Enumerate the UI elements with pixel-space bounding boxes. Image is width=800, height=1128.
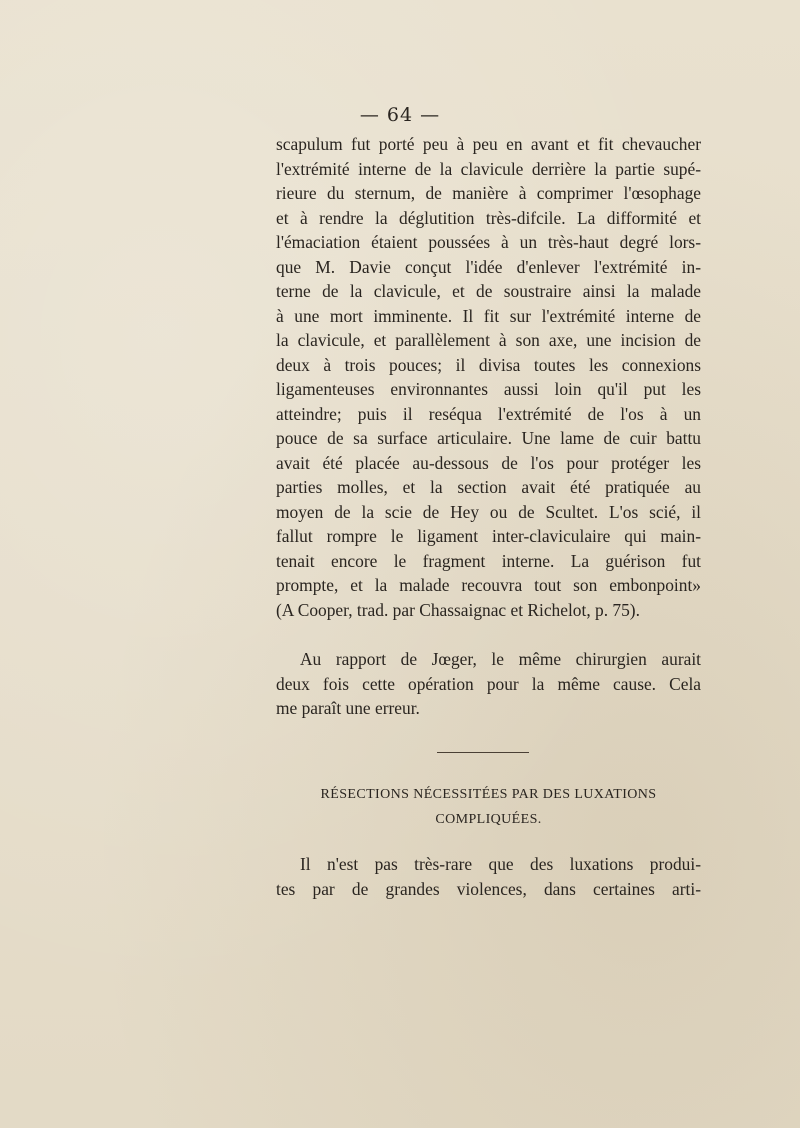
text-line: fallut rompre le ligament inter-claviculaire qui main- <box>276 526 701 546</box>
page-number: — 64 — <box>359 104 441 126</box>
text-line: moyen de la scie de Hey ou de Scultet. L'os scié, il <box>276 501 701 522</box>
text-line: l'émaciation étaient poussées à un très-haut degré lors- <box>276 232 701 252</box>
heading-line: COMPLIQUÉES. <box>435 812 542 827</box>
text-line: pouce de sa surface articulaire. Une lame de cuir battu <box>276 428 701 448</box>
text-line: tes par de grandes violences, dans certaines arti- <box>276 878 701 899</box>
text-line: ligamenteuses environnantes aussi loin qu'il put les <box>276 379 701 399</box>
text-line: terne de la clavicule, et de soustraire ainsi la malade <box>276 281 701 301</box>
text-line: rieure du sternum, de manière à comprimer l'œsophage <box>276 183 701 203</box>
text-line: et à rendre la déglutition très-difcile. La difformité et <box>276 207 701 228</box>
paragraph-3 <box>276 852 701 901</box>
heading-line: RÉSECTIONS NÉCESSITÉES PAR DES LUXATIONS <box>320 787 657 802</box>
text-line: me paraît une erreur. <box>276 698 420 718</box>
text-line: prompte, et la malade recouvra tout son embonpoint» <box>276 575 701 595</box>
section-divider <box>437 752 529 753</box>
text-line: deux à trois pouces; il divisa toutes les connexions <box>276 354 701 375</box>
text-line: la clavicule, et parallèlement à son axe, une incision de <box>276 330 701 350</box>
text-line: parties molles, et la section avait été pratiquée au <box>276 477 701 497</box>
text-line: avait été placée au-dessous de l'os pour protéger les <box>276 452 701 473</box>
text-line: deux fois cette opération pour la même cause. Cela <box>276 673 701 694</box>
paragraph-1 <box>276 132 701 622</box>
text-line: que M. Davie conçut l'idée d'enlever l'extrémité in- <box>276 256 701 277</box>
text-line: à une mort imminente. Il fit sur l'extrémité interne de <box>276 305 701 326</box>
text-line: (A Cooper, trad. par Chassaignac et Richelot, p. 75). <box>276 599 640 620</box>
section-heading <box>276 782 701 832</box>
text-line: scapulum fut porté peu à peu en avant et fit chevaucher <box>276 134 701 154</box>
paragraph-2 <box>276 647 701 721</box>
text-line: l'extrémité interne de la clavicule derrière la partie supé- <box>276 158 701 179</box>
text-line: tenait encore le fragment interne. La guérison fut <box>276 550 701 571</box>
text-line: atteindre; puis il reséqua l'extrémité de l'os à un <box>276 403 701 424</box>
text-line: Au rapport de Jœger, le même chirurgien aurait <box>300 649 701 669</box>
text-line: Il n'est pas très-rare que des luxations produi- <box>300 854 701 874</box>
